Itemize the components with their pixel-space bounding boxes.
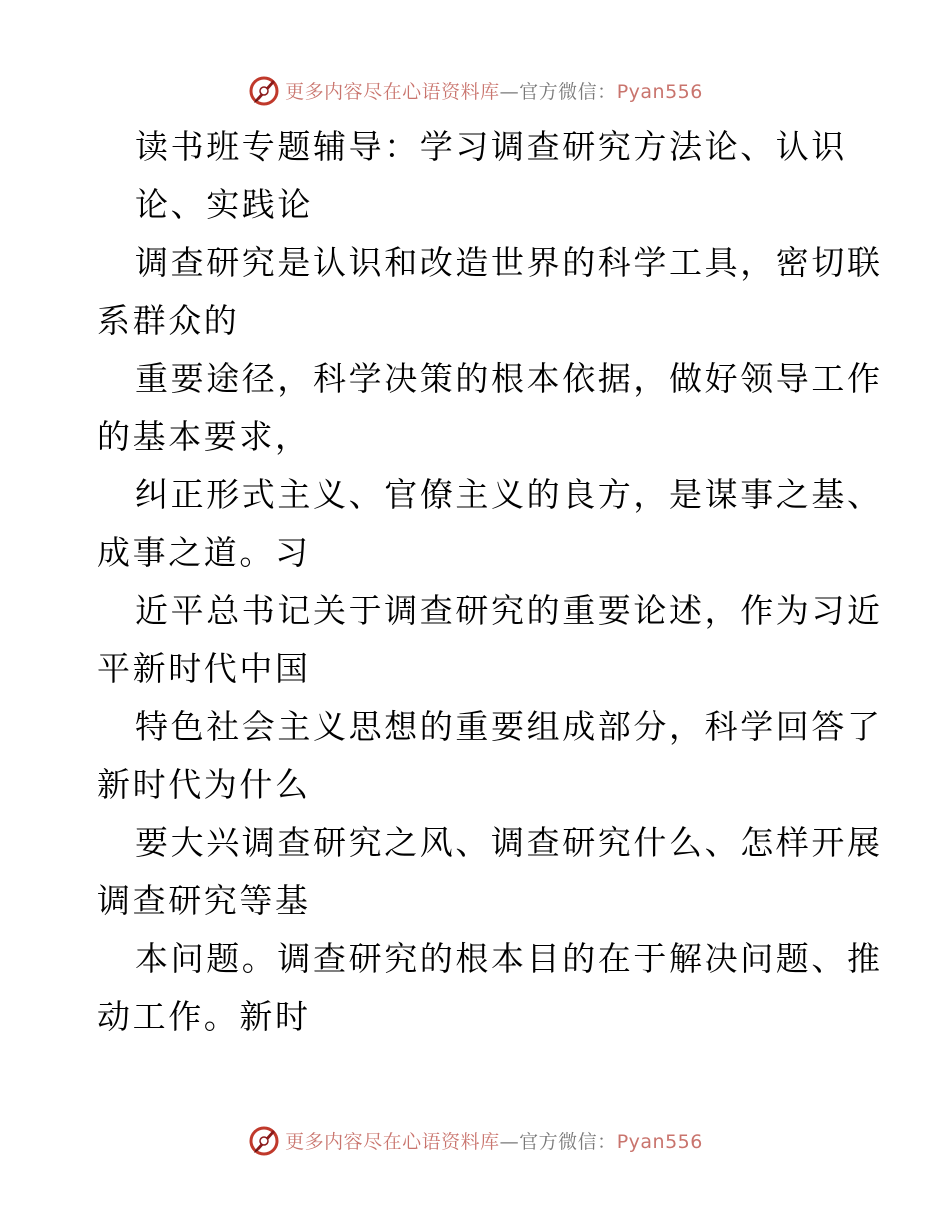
banner-wechat-label: 官方微信： <box>519 1130 617 1153</box>
header-watermark-banner <box>0 70 950 110</box>
banner-wechat-id: Pyan556 <box>616 80 703 103</box>
doc-line: 调查研究是认识和改造世界的科学工具，密切联 <box>135 243 883 282</box>
doc-line: 新时代为什么 <box>97 765 311 804</box>
doc-line: 调查研究等基 <box>97 881 311 920</box>
doc-line: 本问题。调查研究的根本目的在于解决问题、推 <box>135 939 883 978</box>
banner-separator: — <box>499 80 520 103</box>
doc-line: 成事之道。习 <box>97 533 311 572</box>
footer-watermark-banner <box>0 1120 950 1160</box>
quill-pen-logo-icon <box>247 1123 281 1157</box>
banner-site-name: 更多内容尽在心语资料库 <box>285 80 500 103</box>
doc-line: 近平总书记关于调查研究的重要论述，作为习近 <box>135 591 883 630</box>
doc-line: 系群众的 <box>97 301 240 340</box>
doc-line: 平新时代中国 <box>97 649 311 688</box>
doc-line: 纠正形式主义、官僚主义的良方，是谋事之基、 <box>135 475 883 514</box>
document-body <box>97 118 883 1046</box>
banner-wechat-id: Pyan556 <box>616 1130 703 1153</box>
doc-line: 要大兴调查研究之风、调查研究什么、怎样开展 <box>135 823 883 862</box>
doc-line: 论、实践论 <box>135 185 313 224</box>
banner-separator: — <box>499 1130 520 1153</box>
banner-wechat-label: 官方微信： <box>519 80 617 103</box>
doc-line: 特色社会主义思想的重要组成部分，科学回答了 <box>135 707 883 746</box>
doc-line: 读书班专题辅导：学习调查研究方法论、认识 <box>135 127 847 166</box>
doc-line: 动工作。新时 <box>97 997 311 1036</box>
doc-line: 重要途径，科学决策的根本依据，做好领导工作 <box>135 359 883 398</box>
banner-site-name: 更多内容尽在心语资料库 <box>285 1130 500 1153</box>
doc-line: 的基本要求， <box>97 417 311 456</box>
quill-pen-logo-icon <box>247 73 281 107</box>
